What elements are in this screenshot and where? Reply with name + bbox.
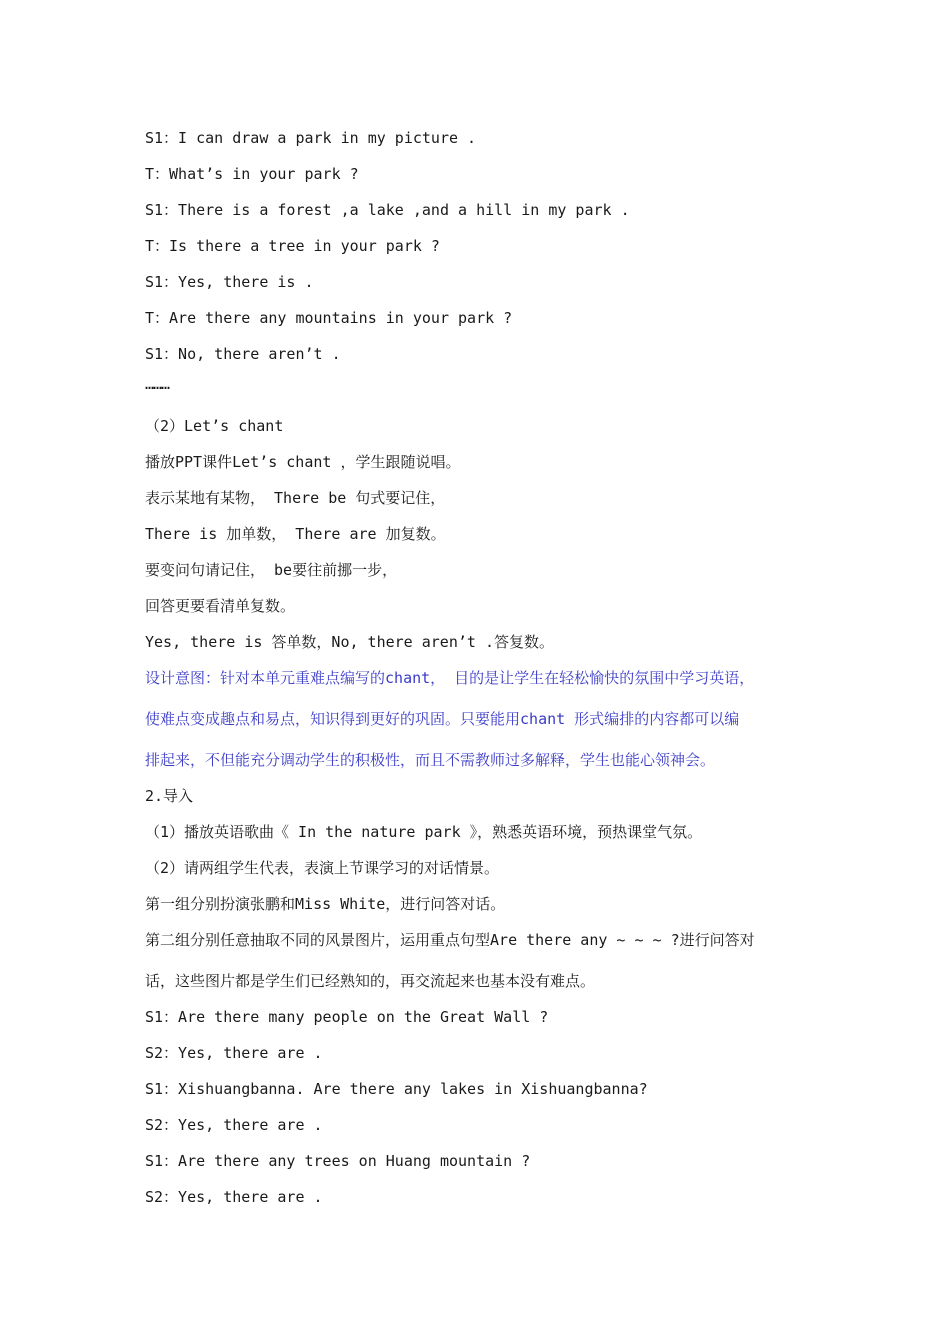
dialogue-line: S2：Yes, there are .	[145, 1044, 323, 1062]
dialogue-line: T：What’s in your park ?	[145, 165, 359, 183]
text-line: 播放PPT课件Let’s chant ，学生跟随说唱。	[145, 453, 461, 471]
dialogue-line: S1：Are there any trees on Huang mountain ?	[145, 1152, 531, 1170]
dialogue-line: S1：I can draw a park in my picture .	[145, 129, 477, 147]
ellipsis-line: ………	[145, 375, 170, 393]
chant-line: 要变问句请记住， be要往前挪一步，	[145, 561, 398, 579]
chant-line: Yes, there is 答单数，No, there aren’t .答复数。	[145, 633, 554, 651]
section-heading: 2.导入	[145, 787, 194, 805]
design-intent-line: 使难点变成趣点和易点，知识得到更好的巩固。只要能用chant 形式编排的内容都可以编	[145, 710, 740, 728]
dialogue-line: S1：Yes, there is .	[145, 273, 314, 291]
text-line: （1）播放英语歌曲《 In the nature park 》，熟悉英语环境，预热课堂气氛。	[145, 823, 703, 841]
chant-line: 表示某地有某物， There be 句式要记住，	[145, 489, 446, 507]
dialogue-line: S1：Xishuangbanna. Are there any lakes in Xishuangbanna?	[145, 1080, 648, 1098]
section-heading: （2）Let’s chant	[145, 417, 284, 435]
dialogue-line: S1：There is a forest ,a lake ,and a hill in my park .	[145, 201, 630, 219]
text-line: （2）请两组学生代表，表演上节课学习的对话情景。	[145, 859, 500, 877]
chant-line: There is 加单数， There are 加复数。	[145, 525, 446, 543]
dialogue-line: S2：Yes, there are .	[145, 1188, 323, 1206]
text-line: 第一组分别扮演张鹏和Miss White，进行问答对话。	[145, 895, 506, 913]
design-intent-line: 排起来，不但能充分调动学生的积极性，而且不需教师过多解释，学生也能心领神会。	[145, 751, 716, 769]
text-line: 话，这些图片都是学生们已经熟知的，再交流起来也基本没有难点。	[145, 972, 596, 990]
chant-line: 回答更要看清单复数。	[145, 597, 296, 615]
dialogue-line: T：Are there any mountains in your park ?	[145, 309, 513, 327]
dialogue-line: S1：No, there aren’t .	[145, 345, 341, 363]
dialogue-line: S2：Yes, there are .	[145, 1116, 323, 1134]
dialogue-line: S1：Are there many people on the Great Wall ?	[145, 1008, 549, 1026]
dialogue-line: T：Is there a tree in your park ?	[145, 237, 440, 255]
text-line: 第二组分别任意抽取不同的风景图片，运用重点句型Are there any ~ ~ ~ ?进行问答对	[145, 931, 755, 949]
design-intent-line: 设计意图：针对本单元重难点编写的chant， 目的是让学生在轻松愉快的氛围中学习英语，	[145, 669, 755, 687]
